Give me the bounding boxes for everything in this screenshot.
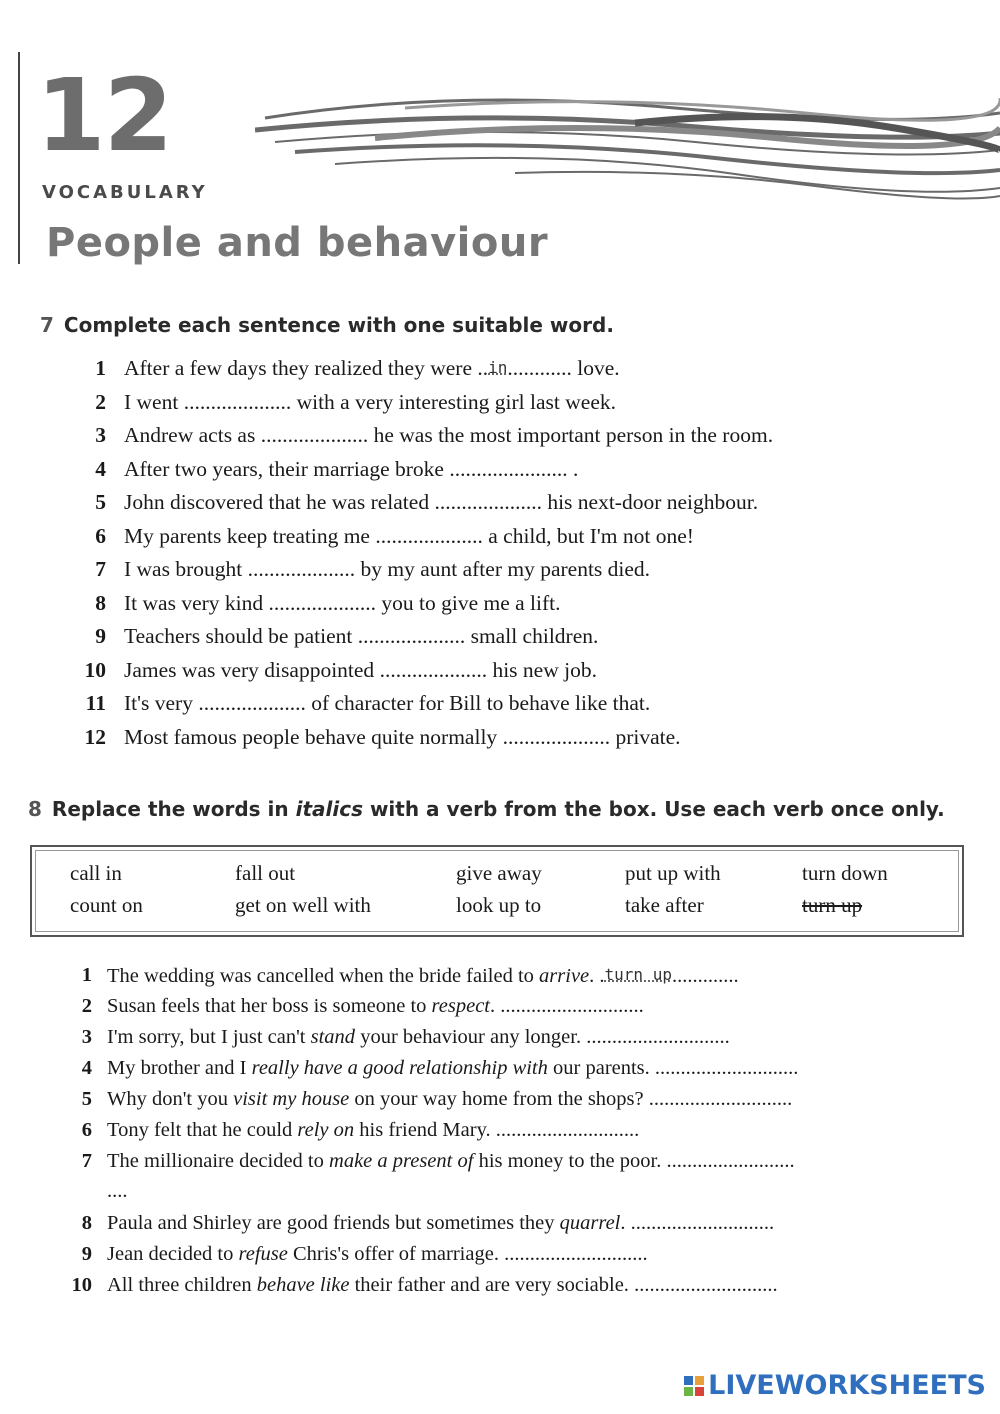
- instruction-italic: italics: [295, 797, 363, 821]
- item-number: 7: [81, 1150, 92, 1172]
- item-text: The millionaire decided to: [107, 1150, 330, 1172]
- item-text: a child, but I'm not one!: [482, 523, 694, 548]
- answer-blank[interactable]: ....................: [198, 691, 306, 715]
- exercise-8-item: [0, 1239, 798, 1270]
- item-number: 3: [81, 1026, 92, 1048]
- answer-blank[interactable]: ....................: [434, 490, 542, 514]
- item-text: Why don't you: [107, 1088, 234, 1110]
- item-text: you to give me a lift.: [376, 590, 561, 615]
- item-text: I went: [124, 389, 184, 414]
- exercise-7-heading: [40, 313, 614, 337]
- item-text: John discovered that he was related: [124, 490, 435, 514]
- margin-rule: [18, 52, 20, 264]
- exercise-7-item: [0, 721, 773, 755]
- exercise-8-item: [0, 960, 798, 991]
- item-italic: respect: [431, 995, 490, 1017]
- box-word: fall out: [235, 861, 296, 885]
- item-text: his new job.: [487, 657, 597, 682]
- item-number: 11: [85, 691, 106, 715]
- exercise-7-item: [0, 520, 773, 554]
- exercise-8-item: [0, 1115, 798, 1146]
- item-italic: arrive: [539, 965, 590, 987]
- item-number: 2: [81, 995, 92, 1017]
- item-number: 7: [95, 557, 106, 581]
- logo-square: [684, 1376, 693, 1385]
- item-text: our parents.: [547, 1057, 655, 1079]
- item-text: of character for Bill to behave like that.: [305, 691, 651, 715]
- box-word: look up to: [456, 893, 542, 917]
- answer-blank[interactable]: .........................: [666, 1150, 795, 1172]
- exercise-7-list: [0, 352, 773, 754]
- exercise-8-list: [0, 960, 798, 1301]
- item-text: My parents keep treating me: [124, 523, 376, 548]
- item-text: Paula and Shirley are good friends but sometimes they: [107, 1212, 560, 1234]
- item-number: 6: [95, 523, 106, 548]
- item-text: Tony felt that he could: [107, 1119, 298, 1141]
- item-text: . .: [589, 965, 605, 987]
- logo-square: [684, 1387, 693, 1396]
- item-number: 4: [95, 456, 106, 481]
- item-text: .: [567, 456, 579, 481]
- exercise-7-item: [0, 587, 773, 621]
- logo-square: [695, 1387, 704, 1396]
- exercise-8-item: [0, 1053, 798, 1084]
- item-text: his next-door neighbour.: [541, 490, 759, 514]
- item-text: .: [489, 995, 501, 1017]
- item-text: Chris's offer of marriage.: [287, 1243, 505, 1265]
- exercise-7-item: [0, 453, 773, 487]
- exercise-8-heading: [28, 797, 945, 821]
- box-word: give away: [456, 861, 542, 885]
- liveworksheets-logo-icon: [684, 1376, 704, 1396]
- answer-blank[interactable]: ......................: [449, 456, 568, 481]
- exercise-8-item: [0, 1270, 798, 1301]
- item-text: his friend Mary.: [354, 1119, 496, 1141]
- item-italic: make a present of: [329, 1150, 474, 1172]
- exercise-8-item: [0, 1084, 798, 1115]
- item-number: 5: [95, 490, 106, 514]
- item-text: Andrew acts as: [124, 423, 261, 447]
- item-text: Most famous people behave quite normally: [124, 724, 503, 749]
- item-text: on your way home from the shops?: [349, 1088, 649, 1110]
- page-title: People and behaviour: [46, 220, 549, 266]
- exercise-8-item: [0, 1208, 798, 1239]
- exercise-7-item: [0, 386, 773, 420]
- item-number: 10: [71, 1274, 92, 1296]
- item-text: I was brought: [124, 557, 248, 581]
- item-number: 6: [81, 1119, 92, 1141]
- item-text: .: [620, 1212, 631, 1234]
- item-number: 9: [95, 624, 106, 648]
- item-text: I'm sorry, but I just can't: [107, 1026, 311, 1048]
- instruction-text: with a verb from the box. Use each verb once only.: [362, 797, 945, 821]
- item-number: 2: [95, 389, 106, 414]
- item-text: After two years, their marriage broke: [124, 456, 450, 481]
- exercise-number: 7: [40, 313, 54, 337]
- answer-blank[interactable]: ............................: [586, 1026, 730, 1048]
- item-text: your behaviour any longer.: [355, 1026, 587, 1048]
- item-number: 1: [95, 356, 106, 380]
- answer-blank[interactable]: ....................: [268, 590, 376, 615]
- exercise-7-item: [0, 486, 773, 520]
- item-italic: rely on: [297, 1119, 355, 1141]
- item-text: love.: [571, 356, 620, 380]
- exercise-7-item: [0, 553, 773, 587]
- word-box: [30, 845, 964, 937]
- exercise-instruction: Complete each sentence with one suitable word.: [63, 313, 614, 337]
- item-text: The wedding was cancelled when the bride failed to: [107, 965, 540, 987]
- item-number: 10: [84, 657, 106, 682]
- item-text: private.: [610, 724, 681, 749]
- item-text: by my aunt after my parents died.: [355, 557, 651, 581]
- item-italic: refuse: [238, 1243, 288, 1265]
- exercise-8-item: [0, 1146, 798, 1208]
- item-italic: quarrel: [559, 1212, 621, 1234]
- item-text: James was very disappointed: [124, 657, 380, 682]
- answer-blank[interactable]: ............................: [500, 995, 644, 1017]
- item-number: 5: [81, 1088, 92, 1110]
- answer-blank[interactable]: ....................: [379, 657, 488, 682]
- item-text: Teachers should be patient: [124, 624, 358, 648]
- item-text: their father and are very sociable.: [349, 1274, 635, 1296]
- answer-blank[interactable]: ....................: [247, 557, 356, 581]
- box-word: call in: [70, 861, 122, 885]
- box-word: count on: [70, 893, 143, 917]
- answer-blank[interactable]: ....................: [183, 389, 292, 414]
- item-number: 3: [95, 423, 106, 447]
- answer-blank[interactable]: ....................: [260, 423, 369, 447]
- item-number: 1: [81, 964, 92, 986]
- box-word: put up with: [625, 861, 721, 885]
- exercise-8-item: [0, 991, 798, 1022]
- exercise-8-item: [0, 1022, 798, 1053]
- box-word: take after: [625, 893, 704, 917]
- blank-dots: ............: [507, 356, 572, 380]
- box-word-used: turn up: [802, 893, 863, 917]
- item-text: Jean decided to: [107, 1243, 239, 1265]
- item-text: After a few days they realized they were: [124, 356, 478, 380]
- item-text: with a very interesting girl last week.: [291, 389, 617, 414]
- answer-blank[interactable]: ............................: [495, 1119, 640, 1141]
- exercise-7-item: [0, 419, 773, 453]
- item-number: 8: [95, 590, 106, 615]
- item-number: 4: [81, 1057, 92, 1079]
- item-text: his money to the poor.: [473, 1150, 667, 1172]
- item-text: It was very kind: [124, 590, 269, 615]
- item-italic: stand: [310, 1026, 356, 1048]
- answer-blank[interactable]: ............................: [634, 1274, 778, 1296]
- item-italic: really have a good relationship with: [251, 1057, 548, 1079]
- box-word: turn down: [802, 861, 888, 885]
- logo-square: [695, 1376, 704, 1385]
- unit-number: 12: [36, 57, 172, 174]
- exercise-7-item: 1 After a few days they realized they were ..in............ love.: [0, 352, 773, 386]
- section-label: VOCABULARY: [42, 182, 208, 203]
- exercise-7-item: [0, 654, 773, 688]
- exercise-7-item: [0, 620, 773, 654]
- item-text: he was the most important person in the room.: [368, 423, 774, 447]
- answer-blank[interactable]: ............................: [504, 1243, 648, 1265]
- blank-dots: .............: [671, 965, 739, 987]
- item-italic: visit my house: [233, 1088, 350, 1110]
- answer-blank[interactable]: turn up: [604, 965, 672, 984]
- decorative-swoosh: [255, 78, 1000, 203]
- instruction-text: Replace the words in: [51, 797, 296, 821]
- item-italic: behave like: [256, 1274, 350, 1296]
- item-number: 8: [81, 1212, 92, 1234]
- item-text: My brother and I: [107, 1057, 252, 1079]
- answer-blank[interactable]: ............................: [630, 1212, 775, 1234]
- exercise-7-item: [0, 687, 773, 721]
- item-text: All three children: [107, 1274, 257, 1296]
- exercise-number: 8: [28, 797, 42, 821]
- item-text: It's very: [124, 691, 199, 715]
- item-number: 12: [84, 724, 106, 749]
- box-word: get on well with: [235, 893, 371, 917]
- blank-continuation: ....: [107, 1180, 128, 1202]
- answer-blank[interactable]: ....................: [357, 624, 466, 648]
- answer-blank[interactable]: ............................: [654, 1057, 799, 1079]
- answer-blank[interactable]: ............................: [648, 1088, 793, 1110]
- answer-blank[interactable]: ....................: [502, 724, 611, 749]
- watermark-text: LIVEWORKSHEETS: [708, 1370, 986, 1401]
- answer-blank[interactable]: ....................: [375, 523, 483, 548]
- item-number: 9: [81, 1243, 92, 1265]
- item-text: small children.: [465, 624, 599, 648]
- liveworksheets-watermark: [684, 1370, 986, 1401]
- item-text: Susan feels that her boss is someone to: [107, 995, 432, 1017]
- answer-blank[interactable]: in: [488, 358, 508, 377]
